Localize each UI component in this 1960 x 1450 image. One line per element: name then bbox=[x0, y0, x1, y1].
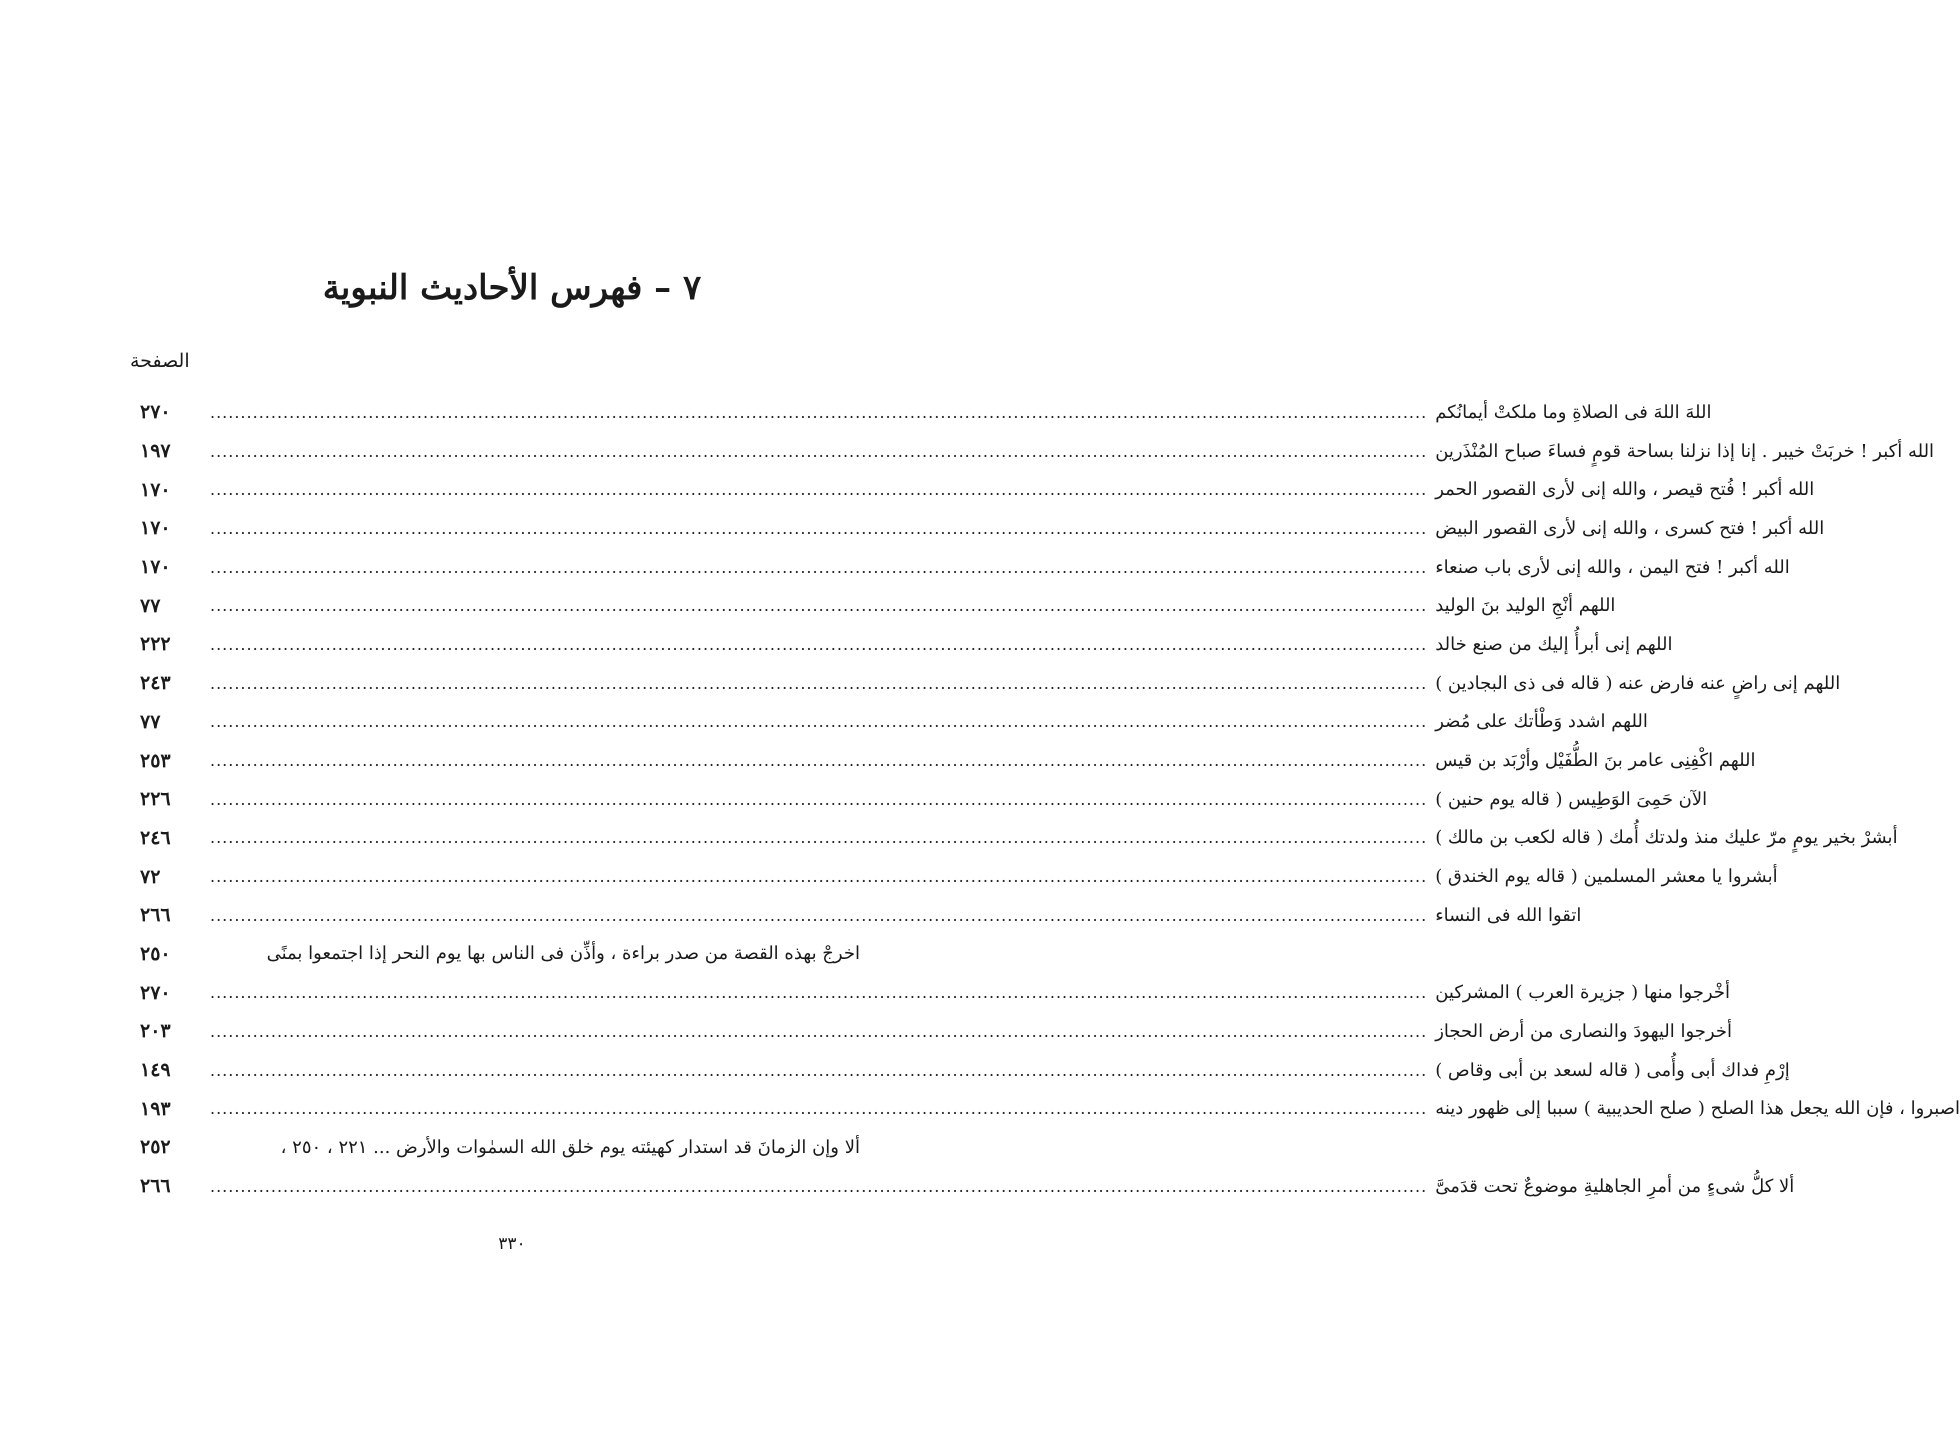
leader-dots: ........................................................................................................................................................................................................ bbox=[210, 789, 1428, 809]
entry-text: أخْرجوا منها ( جزيرة العرب ) المشركين bbox=[1435, 982, 1730, 1004]
entry-page-number: ٢٦٦ bbox=[140, 1175, 171, 1198]
leader-dots: ........................................................................................................................................................................................................ bbox=[210, 905, 1428, 925]
entry-page-number: ٢٧٠ bbox=[140, 981, 171, 1004]
entry-text: أخرجوا اليهودَ والنصارى من أرض الحجاز bbox=[1435, 1020, 1732, 1042]
entry-page-number: ٢٤٦ bbox=[140, 826, 171, 849]
page-title: ٧ – فهرس الأحاديث النبوية bbox=[322, 268, 702, 308]
index-entry bbox=[140, 664, 1841, 703]
entry-page-number: ١٤٩ bbox=[140, 1059, 171, 1082]
entry-page-number: ٢٧٠ bbox=[140, 401, 171, 424]
leader-dots: ........................................................................................................................................................................................................ bbox=[210, 828, 1428, 848]
page-column-label: الصفحة bbox=[130, 350, 190, 372]
index-entry bbox=[140, 819, 1898, 858]
index-entry bbox=[140, 857, 1778, 896]
leader-dots: ........................................................................................................................................................................................................ bbox=[210, 867, 1428, 887]
entry-text: ألا كلُّ شىءٍ من أمرِ الجاهليةِ موضوعٌ تحت قدَمىَّ bbox=[1435, 1175, 1795, 1197]
leader-dots: ........................................................................................................................................................................................................ bbox=[210, 1176, 1428, 1196]
entry-page-number: ٢٥٣ bbox=[140, 749, 171, 772]
entry-text: اللهم اشدد وَطْأتك على مُضر bbox=[1435, 711, 1648, 733]
entry-page-number: ١٧٠ bbox=[140, 478, 171, 501]
leader-dots: ........................................................................................................................................................................................................ bbox=[210, 634, 1428, 654]
entry-text: الله أكبر ! فُتح قيصر ، والله إنى لأرى القصور الحمر bbox=[1435, 479, 1815, 501]
index-entry bbox=[140, 973, 1730, 1012]
entry-page-number: ٢٢٦ bbox=[140, 788, 171, 811]
entry-text: اصبروا ، فإن الله يجعل هذا الصلح ( صلح الحديبية ) سببا إلى ظهور دينه bbox=[1435, 1098, 1960, 1120]
leader-dots: ........................................................................................................................................................................................................ bbox=[210, 673, 1428, 693]
entry-page-number: ١٩٧ bbox=[140, 440, 171, 463]
leader-dots: ........................................................................................................................................................................................................ bbox=[210, 518, 1428, 538]
leader-dots: ........................................................................................................................................................................................................ bbox=[210, 983, 1428, 1003]
entry-text: اللهم أنْجِ الوليد بنَ الوليد bbox=[1435, 595, 1616, 617]
leader-dots: ........................................................................................................................................................................................................ bbox=[210, 751, 1428, 771]
entry-text: أبشرْ بخير يومٍ مرّ عليك منذ ولدتك أُمك ( قاله لكعب بن مالك ) bbox=[1435, 827, 1898, 849]
entry-text: اللهم اكْفِنِى عامر بنَ الطُّفَيْل وأرْبَد بن قيس bbox=[1435, 750, 1756, 772]
leader-dots: ........................................................................................................................................................................................................ bbox=[210, 1099, 1428, 1119]
entry-text: ألا وإن الزمانَ قد استدار كهيئته يوم خلق الله السمٰوات والأرض ... ٢٢١ ، ٢٥٠ ، bbox=[280, 1136, 860, 1158]
entry-page-number: ٢٦٦ bbox=[140, 904, 171, 927]
leader-dots: ........................................................................................................................................................................................................ bbox=[210, 596, 1428, 616]
index-entry bbox=[140, 393, 1712, 432]
index-entry bbox=[140, 548, 1790, 587]
index-entry bbox=[140, 432, 1935, 471]
entry-text: إرْمِ فداك أبى وأُمى ( قاله لسعد بن أبى وقاص ) bbox=[1435, 1059, 1790, 1081]
index-entry bbox=[140, 1089, 1960, 1128]
entry-page-number: ١٧٠ bbox=[140, 556, 171, 579]
index-entry bbox=[140, 586, 1616, 625]
leader-dots: ........................................................................................................................................................................................................ bbox=[210, 402, 1428, 422]
page-number: ٣٣٠ bbox=[498, 1234, 526, 1254]
entry-page-number: ١٩٣ bbox=[140, 1097, 171, 1120]
entry-text: اللهم إنى راضٍ عنه فارض عنه ( قاله فى ذى البجادين ) bbox=[1435, 672, 1841, 694]
leader-dots: ........................................................................................................................................................................................................ bbox=[210, 1021, 1428, 1041]
entry-text: الله أكبر ! فتح اليمن ، والله إنى لأرى باب صنعاء bbox=[1435, 556, 1790, 578]
entry-page-number: ٢٥٢ bbox=[140, 1136, 171, 1159]
index-entry bbox=[140, 1128, 865, 1167]
leader-dots: ........................................................................................................................................................................................................ bbox=[210, 480, 1428, 500]
leader-dots: ........................................................................................................................................................................................................ bbox=[210, 557, 1428, 577]
entry-page-number: ٢٤٣ bbox=[140, 672, 171, 695]
leader-dots: ........................................................................................................................................................................................................ bbox=[210, 441, 1428, 461]
entry-text: اخرجْ بهذه القصة من صدر براءة ، وأذِّن فى الناس بها يوم النحر إذا اجتمعوا بمنًى bbox=[266, 943, 860, 965]
entry-text: الله أكبر ! خربَتْ خيبر . إنا إذا نزلنا بساحة قومٍ فساءَ صباح المُنْذَرين bbox=[1435, 440, 1935, 462]
leader-dots: ........................................................................................................................................................................................................ bbox=[210, 712, 1428, 732]
index-entry bbox=[140, 1051, 1790, 1090]
entry-page-number: ٧٧ bbox=[140, 710, 161, 733]
entry-page-number: ٢٥٠ bbox=[140, 942, 171, 965]
entry-text: أبشروا يا معشر المسلمين ( قاله يوم الخندق ) bbox=[1435, 866, 1778, 888]
entry-page-number: ٢٠٣ bbox=[140, 1020, 171, 1043]
entry-text: الله أكبر ! فتح كسرى ، والله إنى لأرى القصور البيض bbox=[1435, 517, 1825, 539]
entry-page-number: ٢٢٢ bbox=[140, 633, 171, 656]
index-entry bbox=[140, 703, 1648, 742]
leader-dots: ........................................................................................................................................................................................................ bbox=[210, 1060, 1428, 1080]
index-entry bbox=[140, 780, 1708, 819]
index-entry bbox=[140, 935, 865, 974]
index-entry bbox=[140, 470, 1815, 509]
index-entry bbox=[140, 509, 1825, 548]
entry-page-number: ٧٧ bbox=[140, 594, 161, 617]
index-entry bbox=[140, 1167, 1795, 1206]
index-entry bbox=[140, 1012, 1732, 1051]
entry-text: الآن حَمِىَ الوَطِيس ( قاله يوم حنين ) bbox=[1435, 788, 1708, 810]
index-entry bbox=[140, 625, 1673, 664]
entry-text: اتقوا الله فى النساء bbox=[1435, 904, 1582, 926]
hadith-index-list bbox=[140, 393, 1960, 1205]
entry-text: اللهم إنى أبرأُ إليك من صنع خالد bbox=[1435, 633, 1673, 655]
index-entry bbox=[140, 896, 1582, 935]
entry-page-number: ١٧٠ bbox=[140, 517, 171, 540]
entry-text: اللهَ اللهَ فى الصلاةِ وما ملكتْ أيمانُكم bbox=[1435, 401, 1712, 423]
index-entry bbox=[140, 741, 1756, 780]
entry-page-number: ٧٢ bbox=[140, 865, 161, 888]
